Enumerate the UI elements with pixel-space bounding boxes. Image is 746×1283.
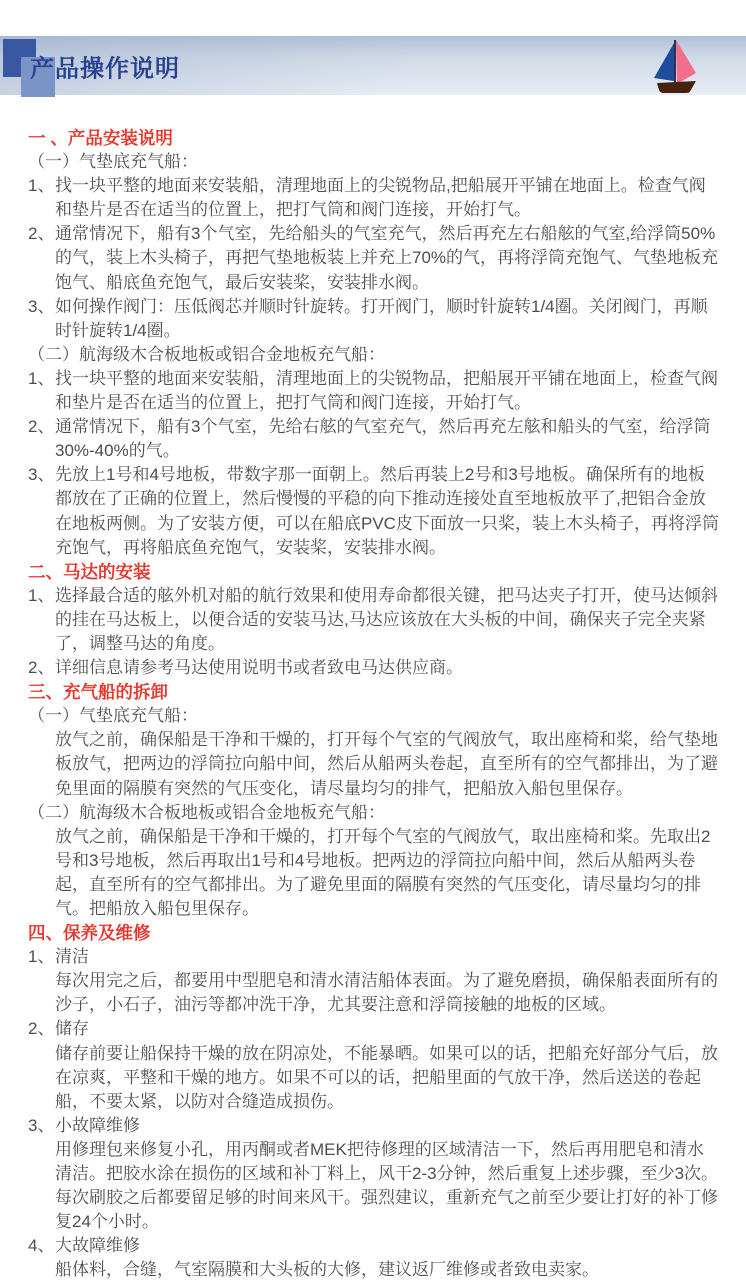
subsection-label: （二）航海级木合板地板或铝合金地板充气船： [28,802,385,822]
page-banner [0,36,746,95]
list-item [28,415,720,463]
list-item [28,1234,720,1258]
list-item-text: 大故障维修 [55,1236,140,1256]
list-item-marker: 1、 [28,176,55,196]
section-heading: 一 、产品安装说明 [28,128,173,148]
section-heading: 三、充气船的拆卸 [28,682,168,703]
list-item-marker: 2、 [28,417,55,437]
list-item-marker: 1、 [28,368,55,388]
sailboat-icon [650,38,702,99]
list-item-marker: 3、 [28,1115,55,1135]
list-item-marker: 2、 [28,224,55,244]
sail-right [676,40,696,84]
list-item [28,945,720,969]
hull [657,81,696,93]
list-item-text: 通常情况下，船有3个气室，先给右舷的气室充气，然后再充左舷和船头的气室，给浮筒30%-40%的气。 [55,417,711,461]
list-item-text: 找一块平整的地面来安装船，清理地面上的尖锐物品,把船展开平铺在地面上。检查气阀和垫片是否在适当的位置上，把打气筒和阀门连接，开始打气。 [55,176,706,220]
paragraph: 放气之前，确保船是干净和干燥的，打开每个气室的气阀放气，取出座椅和桨。先取出2号和3号地板，然后再取出1号和4号地板。把两边的浮筒拉向船中间，然后从船两头卷起，直至所有的空气都排出。为了避免里面的隔膜有突然的气压变化，请尽量均匀的排气。把船放入船包里保存。 [55,826,711,918]
list-item-text: 找一块平整的地面来安装船，清理地面上的尖锐物品，把船展开平铺在地面上，检查气阀和垫片是否在适当的位置上，把打气筒和阀门连接，开始打气。 [55,368,718,413]
paragraph: 船体料，合缝，气室隔膜和大头板的大修，建议返厂维修或者致电卖家。 [55,1260,599,1280]
list-item-text: 通常情况下，船有3个气室，先给船头的气室充气，然后再充左右船舷的气室,给浮筒50%的气，装上木头椅子，再把气垫地板装上并充上70%的气，再将浮筒充饱气、气垫地板充饱气、船底鱼充饱气，最后安装桨，安装排水阀。 [55,224,719,292]
list-item [28,584,720,656]
paragraph: 每次用完之后，都要用中型肥皂和清水清洁船体表面。为了避免磨损，确保船表面所有的沙子，小石子，油污等都冲洗干净，尤其要注意和浮筒接触的地板的区域。 [55,971,718,1015]
page-title: 产品操作说明 [30,55,180,82]
list-item-marker: 1、 [28,947,55,967]
list-item-text: 选择最合适的舷外机对船的航行效果和使用寿命都很关键，把马达夹子打开，使马达倾斜的挂在马达板上，以便合适的安装马达,马达应该放在大头板的中间，确保夹子完全夹紧了，调整马达的角度。 [55,585,718,653]
list-item [28,463,720,559]
list-item [28,174,720,222]
subsection-label: （二）航海级木合板地板或铝合金地板充气船： [28,344,385,364]
list-item-text: 储存 [55,1019,89,1039]
list-item-text: 小故障维修 [55,1115,140,1135]
list-item-marker: 3、 [28,296,55,316]
subsection-label: （一）气垫底充气船： [28,152,198,172]
list-item [28,1017,720,1041]
list-item-text: 清洁 [55,947,89,967]
list-item [28,295,720,343]
list-item-marker: 2、 [28,1019,55,1039]
list-item-marker: 1、 [28,585,55,605]
section-heading: 四、保养及维修 [28,923,151,944]
list-item-marker: 3、 [28,465,55,485]
list-item-text: 先放上1号和4号地板，带数字那一面朝上。然后再装上2号和3号地板。确保所有的地板都放在了正确的位置上，然后慢慢的平稳的向下推动连接处直至地板放平了,把铝合金放在地板两侧。为了安装方便，可以在船底PVC皮下面放一只桨，装上木头椅子，再将浮筒充饱气，再将船底鱼充饱气，安装桨，安装排水阀。 [55,465,719,557]
paragraph: 储存前要让船保持干燥的放在阴凉处，不能暴晒。如果可以的话，把船充好部分气后，放在凉爽，平整和干燥的地方。如果不可以的话，把船里面的气放干净，然后送送的卷起船，不要太紧，以防对合缝造成损伤。 [55,1043,718,1111]
list-item-text: 详细信息请参考马达使用说明书或者致电马达供应商。 [55,658,463,678]
section-heading: 二、马达的安装 [28,561,151,582]
paragraph: 放气之前，确保船是干净和干燥的，打开每个气室的气阀放气，取出座椅和桨，给气垫地板放气，把两边的浮筒拉向船中间，然后从船两头卷起，直至所有的空气都排出，为了避免里面的隔膜有突然的气压变化，请尽量均匀的排气，把船放入船包里保存。 [55,730,718,798]
sail-left [654,43,674,81]
list-item [28,1114,720,1138]
subsection-label: （一）气垫底充气船： [28,706,198,726]
list-item [28,367,720,415]
list-item [28,656,720,680]
manual-body [0,95,746,1283]
mast [674,40,676,84]
paragraph: 用修理包来修复小孔，用丙酮或者MEK把待修理的区域清洁一下，然后再用肥皂和清水清洁。把胶水涂在损伤的区域和补丁料上，风干2-3分钟，然后重复上述步骤，至少3次。每次刷胶之后都要留足够的时间来风干。强烈建议，重新充气之前至少要让打好的补丁修复24个小时。 [55,1139,719,1232]
list-item-marker: 4、 [28,1236,55,1256]
list-item-marker: 2、 [28,658,55,678]
list-item-text: 如何操作阀门：压低阀芯并顺时针旋转。打开阀门，顺时针旋转1/4圈。关闭阀门，再顺时针旋转1/4圈。 [55,296,708,340]
list-item [28,222,720,294]
